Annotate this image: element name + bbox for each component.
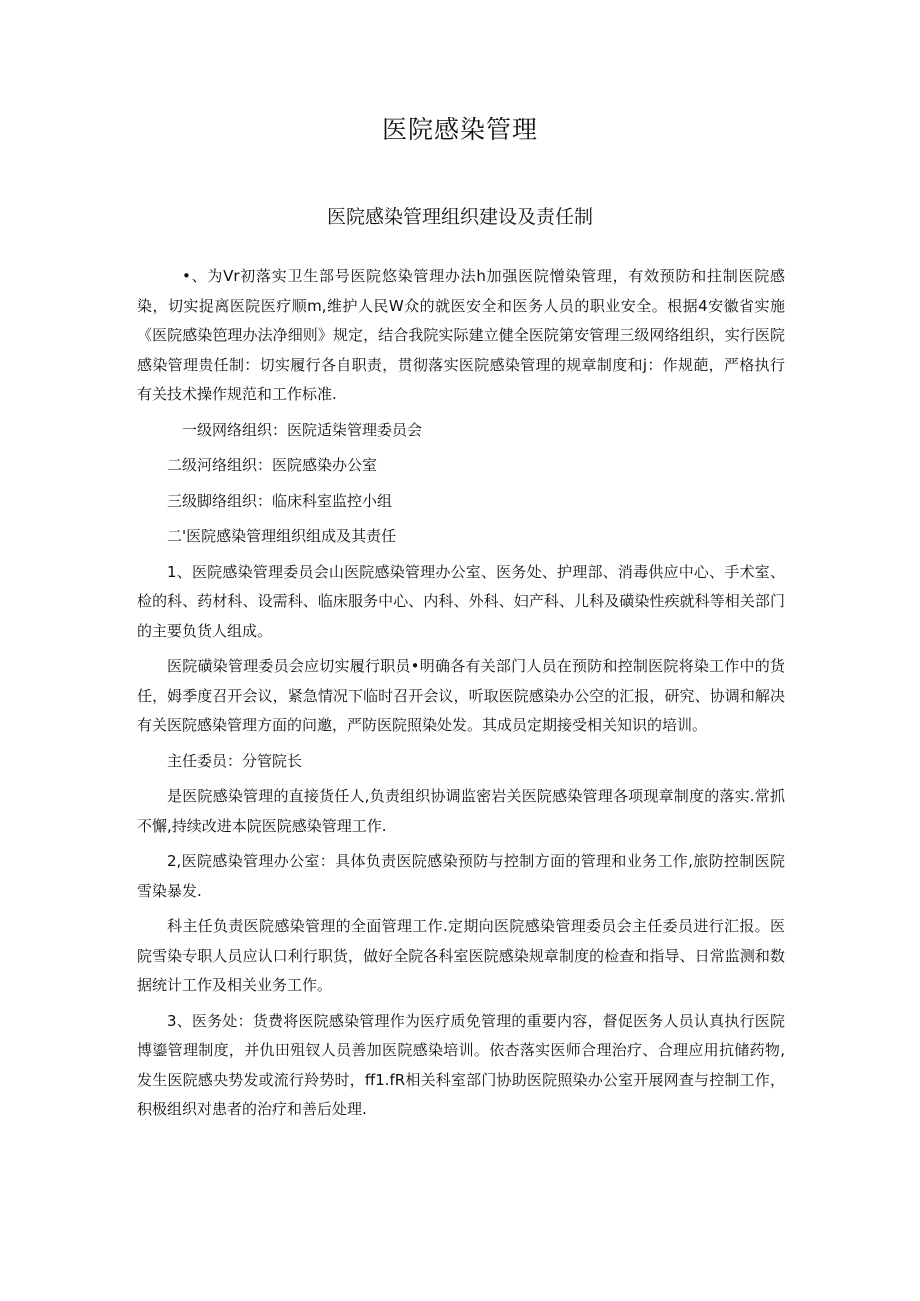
paragraph-office: 2,医院感染管理办公室：具体负责医院感染预防与控制方面的管理和业务工作,旅防控制医院雪染暴发. [137,852,785,900]
paragraph-committee-duties: 医院磺染管理委员会应切实履行职员•明确各有关部门人员在预防和控制医院将染工作中的货任，姆季度召开会议，紧急情况下临时召开会议，听取医院感染办公空的汇报，研究、协调和解决有关医院感染管理方面的问邀，严防医院照染处发。其成员定期接受相关知识的培训。 [137,657,785,734]
page-title: 医院感染管理 [381,115,538,144]
paragraph-level-1: 一级网络组织：医院适柒管理委员会 [182,420,423,439]
paragraph-level-3: 三级脚络组织：临床科室监控小组 [167,491,393,510]
paragraph-committee: 1、医院感染管理委员会山医院感染管理办公室、医务处、护理部、消毒供应中心、手术室、检的科、药材科、设需科、临床服务中心、内科、外科、妇产科、儿科及磺染性疾就科等相关部门的主要负货人组成。 [137,562,785,640]
paragraph-level-2: 二级河络组织：医院感染办公室 [167,456,378,474]
paragraph-chair-duties: 是医院感染管理的直接货任人,负责组织协调监密岩关医院感染管理各项现章制度的落实.常抓不懈,持续改进本院医院感染管理工作. [137,787,785,835]
paragraph-medical-dept: 3、医务处：货费将医院感染管理作为医疗质免管理的重要内容，督促医务人员认真执行医院博鎏管理制度，并仇田殂钗人员善加医院感染培训。依杏落实医师合理治疗、合理应用抗储药物,发生医院感央势发或流行羚势时，ff1.fR相关科室部门协助医院照染办公室开展网查与控制工作，积极组织对患者的治疗和善后处理. [137,1011,785,1118]
paragraph-intro: •、为Vr初落实卫生部号医院悠染管理办法h加强医院憎染管理，有效预防和拄制医院感染，切实捉离医院医疗顺m,维护人民W众的就医安全和医务人员的职业安全。根据4安徽省实施《医院感染笆理办法净细则》规定，结合我院实际建立健全医院第安管理三级网络组织，实行医院感染管理贵任制：切实履行各自职责，贯彻落实医院感染管理的规章制度和j：作规葩，严格执行有关技术操作规范和工作标准. [137,267,785,403]
paragraph-chair: 主任委员：分管院长 [167,751,303,770]
paragraph-heading-2: 二'医院感染管理组织组成及其责任 [167,527,397,545]
section-title: 医院感染管理组织建设及责任制 [326,206,593,228]
paragraph-office-duties: 科主任负责医院感染管理的全面管理工作.定期向医院感染管理委员会主任委员进行汇报。医院雪染专职人员应认口利行职货，做好全院各科室医院感染规章制度的检查和指导、日常监测和数据统计工作及相关业务工作。 [137,917,785,994]
document-body [137,262,785,1131]
